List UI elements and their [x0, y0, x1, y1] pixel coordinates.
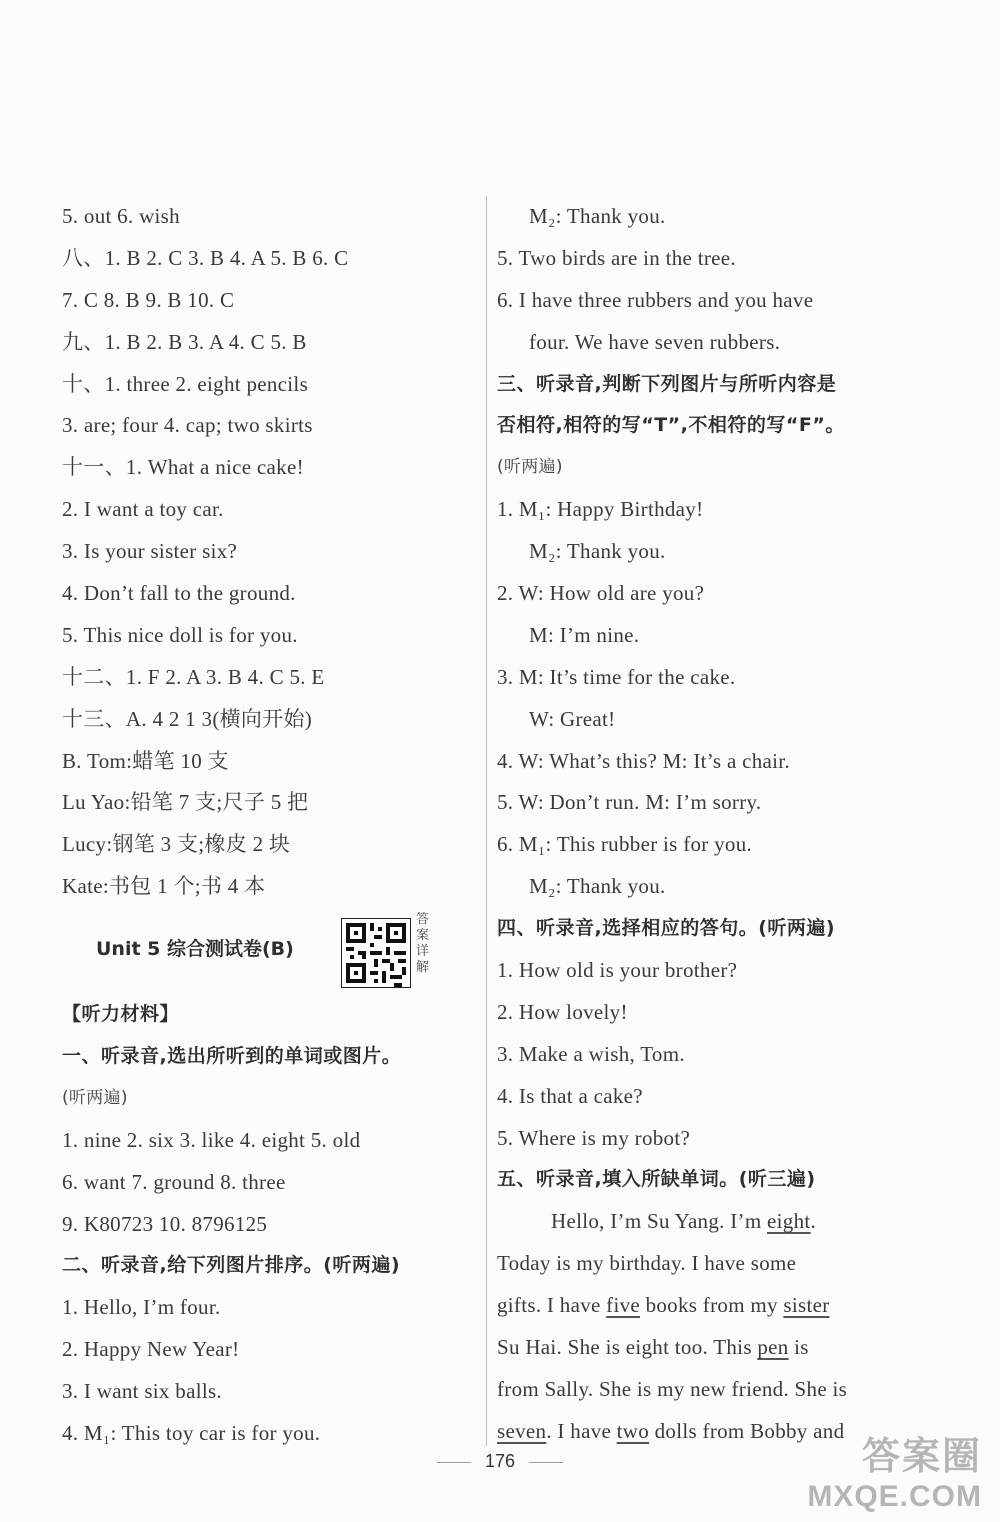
answer-word: two [616, 1418, 650, 1443]
right-column [497, 196, 909, 1453]
answer-word: pen [757, 1335, 789, 1360]
answer-line: 6. I have three rubbers and you have [497, 287, 814, 312]
answer-word: eight [767, 1209, 811, 1234]
passage-text: Hello, I’m Su Yang. I’m [551, 1209, 768, 1234]
passage-text: . [810, 1209, 817, 1234]
passage-text: Su Hai. She is eight too. This [497, 1335, 758, 1360]
dialogue-line: W: Great! [529, 706, 616, 731]
dialogue-line: M₂: Thank you. [529, 539, 666, 564]
section-heading: 否相符,相符的写“T”,不相符的写“F”。 [497, 414, 845, 437]
section-heading: 一、听录音,选出所听到的单词或图片。 [62, 1045, 402, 1068]
answer-word: seven [497, 1418, 547, 1443]
passage-line [497, 1201, 909, 1243]
section-heading: 三、听录音,判断下列图片与所听内容是 [497, 372, 837, 395]
answer-line: 十二、1. F 2. A 3. B 4. C 5. E [62, 664, 325, 689]
answer-line: 1. nine 2. six 3. like 4. eight 5. old [62, 1127, 361, 1152]
passage-text: . I have [546, 1418, 617, 1443]
passage-text: gifts. I have [497, 1293, 607, 1318]
dialogue-line: 1. M₁: Happy Birthday! [497, 497, 704, 522]
section-heading: 四、听录音,选择相应的答句。(听两遍) [497, 917, 836, 940]
dialogue-line: 6. M₁: This rubber is for you. [497, 832, 753, 857]
answer-line: 八、1. B 2. C 3. B 4. A 5. B 6. C [62, 245, 349, 270]
watermark-logo [807, 1425, 982, 1514]
answer-word: five [606, 1293, 641, 1318]
answer-line: 3. are; four 4. cap; two skirts [62, 413, 313, 438]
passage-text: is [788, 1335, 809, 1360]
answer-line: 4. Is that a cake? [497, 1083, 643, 1108]
unit-header [62, 908, 482, 994]
answer-line: 2. How lovely! [497, 999, 628, 1024]
passage-text: dolls from Bobby and [649, 1418, 845, 1443]
answer-line: 6. want 7. ground 8. three [62, 1169, 286, 1194]
dialogue-line: 5. W: Don’t run. M: I’m sorry. [497, 790, 762, 815]
answer-line: 4. Don’t fall to the ground. [62, 581, 296, 606]
passage-text: books from my [640, 1293, 784, 1318]
section-heading: 【听力材料】 [62, 1003, 180, 1026]
passage-line: from Sally. She is my new friend. She is [497, 1376, 848, 1401]
page-number-dash [437, 1462, 471, 1463]
listen-note: (听两遍) [62, 1087, 128, 1108]
unit-title: Unit 5 综合测试卷(B) [96, 938, 294, 961]
dialogue-line: 2. W: How old are you? [497, 581, 705, 606]
column-divider [486, 196, 487, 1446]
answer-line: 5. This nice doll is for you. [62, 622, 298, 647]
answer-line: 5. out 6. wish [62, 204, 180, 228]
answer-line: 3. Is your sister six? [62, 539, 238, 564]
qr-code-icon[interactable] [341, 918, 411, 988]
dialogue-line: M₂: Thank you. [529, 204, 666, 228]
page-number-dash [529, 1462, 563, 1463]
dialogue-line: 3. M: It’s time for the cake. [497, 664, 736, 689]
answer-line: 十、1. three 2. eight pencils [62, 371, 309, 396]
listen-note: (听两遍) [497, 457, 563, 478]
qr-note: 答案详解 [416, 912, 430, 976]
answer-line: 十三、A. 4 2 1 3(横向开始) [62, 706, 313, 731]
answer-line: B. Tom:蜡笔 10 支 [62, 748, 229, 773]
section-heading: 二、听录音,给下列图片排序。(听两遍) [62, 1254, 401, 1277]
watermark-bottom: MXQE.COM [807, 1480, 982, 1513]
section-heading: 五、听录音,填入所缺单词。(听三遍) [497, 1168, 816, 1191]
answer-line: 5. Where is my robot? [497, 1125, 691, 1150]
answer-line: 3. I want six balls. [62, 1379, 222, 1404]
answer-line: 1. How old is your brother? [497, 958, 738, 983]
dialogue-line: M: I’m nine. [529, 622, 640, 647]
answer-line: 2. I want a toy car. [62, 497, 224, 522]
answer-line: four. We have seven rubbers. [529, 329, 781, 354]
answer-line: Lucy:钢笔 3 支;橡皮 2 块 [62, 832, 291, 857]
passage-line [497, 1285, 909, 1327]
answer-line: 1. Hello, I’m four. [62, 1295, 221, 1320]
passage-line: Today is my birthday. I have some [497, 1251, 797, 1276]
dialogue-line: 4. W: What’s this? M: It’s a chair. [497, 748, 790, 773]
answer-line: 十一、1. What a nice cake! [62, 455, 304, 480]
passage-line [497, 1327, 909, 1369]
answer-line: 5. Two birds are in the tree. [497, 245, 736, 270]
answer-word: sister [783, 1293, 830, 1318]
answer-line: 9. K80723 10. 8796125 [62, 1211, 268, 1236]
answer-line: 2. Happy New Year! [62, 1337, 240, 1362]
answer-line: Kate:书包 1 个;书 4 本 [62, 874, 266, 899]
page-number-text: 176 [484, 1451, 516, 1471]
answer-line: 4. M₁: This toy car is for you. [62, 1421, 321, 1446]
answer-line: 7. C 8. B 9. B 10. C [62, 287, 235, 312]
dialogue-line: M₂: Thank you. [529, 874, 666, 899]
left-column [62, 196, 482, 1455]
watermark-top: 答案圈 [861, 1436, 982, 1478]
answer-line: 3. Make a wish, Tom. [497, 1041, 685, 1066]
answer-line: Lu Yao:铅笔 7 支;尺子 5 把 [62, 790, 309, 815]
answer-line: 九、1. B 2. B 3. A 4. C 5. B [62, 329, 307, 354]
